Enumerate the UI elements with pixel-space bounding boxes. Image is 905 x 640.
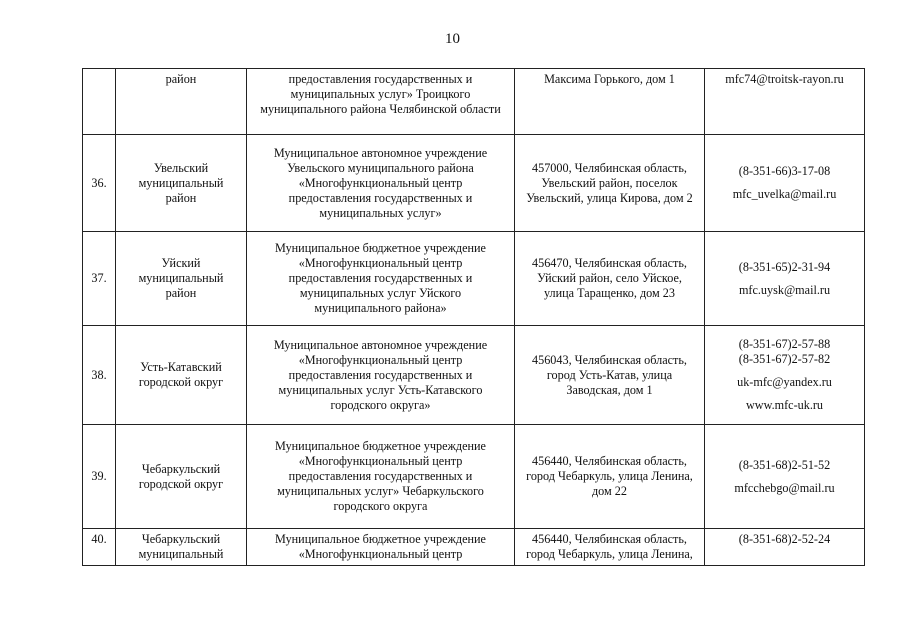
row-number: 37. — [91, 271, 107, 285]
page-number: 10 — [445, 31, 460, 47]
address-cell — [515, 69, 705, 135]
email-address: uk-mfc@yandex.ru — [737, 375, 832, 389]
address-cell — [515, 529, 705, 566]
municipality-line: Увельский — [153, 160, 209, 175]
municipality-cell — [116, 232, 247, 326]
table-row — [83, 326, 865, 425]
address-cell — [515, 135, 705, 232]
municipality-line: Чебаркульский — [141, 532, 221, 546]
organization-line: предоставления государственных и — [288, 271, 473, 285]
phone-number: (8-351-67)2-57-82 — [738, 352, 831, 366]
address-line: 456470, Челябинская область, — [532, 256, 687, 270]
phone-number: (8-351-68)2-52-24 — [738, 532, 831, 546]
contact-cell — [705, 326, 865, 425]
municipality-line: Усть-Катавский — [140, 360, 222, 374]
municipality-line: район — [165, 72, 197, 86]
spacer — [709, 367, 860, 375]
organization-line: муниципального района» — [314, 301, 447, 315]
municipality-line: городской округ — [138, 476, 224, 491]
municipality-line: Уйский — [161, 256, 201, 270]
organization-line: «Многофункциональный центр — [298, 352, 463, 367]
address-line: город Усть-Катав, улица — [546, 367, 673, 382]
spacer — [709, 179, 860, 187]
municipality-line: район — [165, 286, 197, 300]
phone-number: (8-351-65)2-31-94 — [738, 259, 831, 274]
row-number: 39. — [91, 469, 107, 483]
row-number-cell — [83, 232, 116, 326]
email-address: mfc.uysk@mail.ru — [738, 282, 831, 297]
address-line: Уйский район, село Уйское, — [537, 271, 682, 285]
website-address: www.mfc-uk.ru — [745, 398, 824, 412]
address-line: дом 22 — [591, 484, 627, 498]
organization-cell — [247, 326, 515, 425]
address-line: Максима Горького, дом 1 — [544, 72, 675, 86]
organization-line: муниципального района Челябинской области — [260, 102, 501, 116]
row-number-cell — [83, 425, 116, 529]
email-address: mfcchebgo@mail.ru — [734, 480, 835, 495]
municipality-cell — [116, 425, 247, 529]
organization-line: Муниципальное бюджетное учреждение — [275, 439, 486, 453]
address-cell — [515, 232, 705, 326]
organization-cell — [247, 425, 515, 529]
table-row — [83, 232, 865, 326]
spacer — [709, 390, 860, 398]
phone-number: (8-351-66)3-17-08 — [738, 164, 831, 178]
row-number: 40. — [91, 532, 107, 546]
organization-cell — [247, 135, 515, 232]
contact-cell — [705, 69, 865, 135]
phone-number: (8-351-67)2-57-88 — [738, 337, 831, 351]
spacer — [709, 275, 860, 283]
municipality-cell — [116, 326, 247, 425]
municipality-line: муниципальный — [138, 175, 224, 190]
address-cell — [515, 326, 705, 425]
address-line: улица Таращенко, дом 23 — [543, 286, 675, 300]
organization-cell — [247, 69, 515, 135]
organization-line: предоставления государственных и — [288, 190, 473, 205]
organization-line: Муниципальное бюджетное учреждение — [275, 241, 486, 255]
organization-line: Увельского муниципального района — [287, 160, 474, 175]
organization-line: предоставления государственных и — [288, 367, 473, 382]
organization-line: «Многофункциональный центр — [298, 547, 463, 561]
organization-line: предоставления государственных и — [288, 469, 473, 483]
address-line: Увельский район, поселок — [541, 175, 678, 190]
row-number-cell — [83, 529, 116, 566]
organization-line: Муниципальное автономное учреждение — [273, 145, 488, 160]
address-cell — [515, 425, 705, 529]
municipality-line: Чебаркульский — [141, 461, 221, 476]
address-line: 456043, Челябинская область, — [532, 352, 687, 367]
municipality-cell — [116, 135, 247, 232]
email-address: mfc_uvelka@mail.ru — [732, 187, 837, 201]
municipality-cell — [116, 529, 247, 566]
organization-line: Муниципальное бюджетное учреждение — [275, 532, 486, 546]
address-line: 457000, Челябинская область, — [532, 160, 687, 175]
organization-cell — [247, 529, 515, 566]
organization-line: муниципальных услуг» Чебаркульского — [277, 484, 484, 498]
spacer — [709, 473, 860, 481]
organization-line: Муниципальное автономное учреждение — [273, 337, 488, 352]
organization-line: городского округа — [333, 499, 428, 513]
organization-line: «Многофункциональный центр — [298, 175, 463, 190]
row-number: 36. — [91, 175, 107, 190]
municipality-cell — [116, 69, 247, 135]
organization-line: предоставления государственных и — [288, 72, 473, 86]
organization-line: «Многофункциональный центр — [298, 256, 463, 270]
municipality-line: городской округ — [138, 375, 224, 389]
row-number-cell — [83, 326, 116, 425]
row-number-cell — [83, 69, 116, 135]
row-number: 38. — [91, 367, 107, 382]
municipality-line: район — [165, 190, 197, 205]
municipality-line: муниципальный — [138, 547, 224, 561]
organization-cell — [247, 232, 515, 326]
organization-line: «Многофункциональный центр — [298, 454, 463, 468]
organization-line: городского округа» — [330, 397, 431, 412]
organization-line: муниципальных услуг» — [319, 205, 442, 220]
row-number-cell — [83, 135, 116, 232]
organization-line: муниципальных услуг Уйского — [299, 286, 462, 300]
organization-line: муниципальных услуг» Троицкого — [290, 87, 471, 101]
contact-cell — [705, 425, 865, 529]
address-line: 456440, Челябинская область, — [532, 532, 687, 546]
organization-line: муниципальных услуг Усть-Катавского — [278, 382, 483, 397]
address-line: Заводская, дом 1 — [566, 382, 653, 397]
table-row — [83, 425, 865, 529]
contact-cell — [705, 232, 865, 326]
table-row — [83, 135, 865, 232]
table-row — [83, 529, 865, 566]
table-row — [83, 69, 865, 135]
address-line: 456440, Челябинская область, — [532, 454, 687, 468]
address-line: город Чебаркуль, улица Ленина, — [526, 547, 693, 561]
phone-number: (8-351-68)2-51-52 — [738, 457, 831, 472]
address-line: город Чебаркуль, улица Ленина, — [526, 469, 693, 483]
mfc-registry-table — [82, 68, 865, 566]
contact-cell — [705, 135, 865, 232]
contact-cell — [705, 529, 865, 566]
municipality-line: муниципальный — [138, 271, 224, 285]
address-line: Увельский, улица Кирова, дом 2 — [526, 190, 693, 205]
email-address: mfc74@troitsk-rayon.ru — [725, 72, 844, 86]
